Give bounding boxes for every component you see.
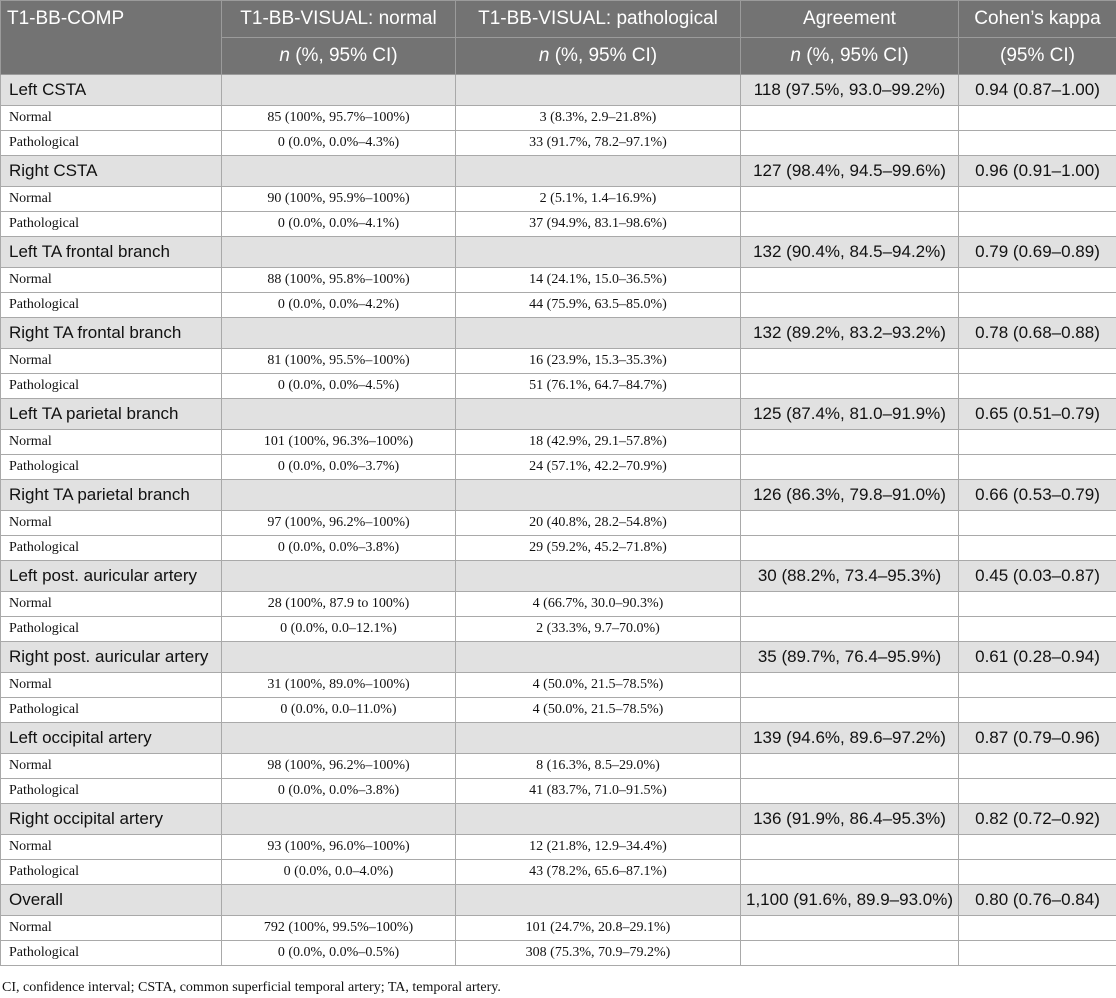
empty-cell	[959, 835, 1116, 860]
kappa-value: 0.65 (0.51–0.79)	[959, 399, 1116, 430]
table-row-group	[1, 237, 1116, 268]
visual-pathological-value: 2 (5.1%, 1.4–16.9%)	[456, 187, 741, 212]
subheader-text: (%, 95% CI)	[800, 45, 909, 66]
empty-cell	[741, 536, 959, 561]
table-row-normal	[1, 916, 1116, 941]
row-label: Normal	[1, 511, 222, 536]
agreement-value: 126 (86.3%, 79.8–91.0%)	[741, 480, 959, 511]
empty-cell	[741, 835, 959, 860]
empty-cell	[222, 75, 456, 106]
row-label: Normal	[1, 673, 222, 698]
visual-normal-value: 31 (100%, 89.0%–100%)	[222, 673, 456, 698]
visual-normal-value: 0 (0.0%, 0.0–4.0%)	[222, 860, 456, 885]
empty-cell	[222, 723, 456, 754]
agreement-value: 136 (91.9%, 86.4–95.3%)	[741, 804, 959, 835]
n-symbol: n	[538, 45, 550, 66]
empty-cell	[741, 131, 959, 156]
row-label: Normal	[1, 268, 222, 293]
table-row-group	[1, 480, 1116, 511]
header-t1-bb-comp: T1-BB-COMP	[1, 1, 222, 75]
visual-pathological-value: 4 (66.7%, 30.0–90.3%)	[456, 592, 741, 617]
empty-cell	[741, 293, 959, 318]
visual-pathological-value: 37 (94.9%, 83.1–98.6%)	[456, 212, 741, 237]
empty-cell	[222, 399, 456, 430]
visual-normal-value: 0 (0.0%, 0.0%–3.7%)	[222, 455, 456, 480]
empty-cell	[959, 536, 1116, 561]
row-label: Normal	[1, 916, 222, 941]
empty-cell	[741, 673, 959, 698]
row-label: Pathological	[1, 779, 222, 804]
subheader-visual-pathological	[456, 38, 741, 75]
agreement-value: 35 (89.7%, 76.4–95.9%)	[741, 642, 959, 673]
table-row-normal	[1, 754, 1116, 779]
visual-normal-value: 28 (100%, 87.9 to 100%)	[222, 592, 456, 617]
kappa-value: 0.96 (0.91–1.00)	[959, 156, 1116, 187]
empty-cell	[959, 698, 1116, 723]
empty-cell	[959, 187, 1116, 212]
empty-cell	[456, 75, 741, 106]
empty-cell	[959, 268, 1116, 293]
table-row-pathological	[1, 698, 1116, 723]
table-row-pathological	[1, 860, 1116, 885]
row-label: Normal	[1, 592, 222, 617]
table-row-normal	[1, 430, 1116, 455]
empty-cell	[741, 106, 959, 131]
empty-cell	[456, 642, 741, 673]
visual-normal-value: 81 (100%, 95.5%–100%)	[222, 349, 456, 374]
visual-normal-value: 0 (0.0%, 0.0%–4.1%)	[222, 212, 456, 237]
header-visual-normal: T1-BB-VISUAL: normal	[222, 1, 456, 38]
empty-cell	[959, 374, 1116, 399]
table-row-normal	[1, 349, 1116, 374]
table-row-pathological	[1, 617, 1116, 642]
visual-pathological-value: 18 (42.9%, 29.1–57.8%)	[456, 430, 741, 455]
empty-cell	[741, 698, 959, 723]
artery-label: Right post. auricular artery	[1, 642, 222, 673]
table-row-group	[1, 885, 1116, 916]
row-label: Normal	[1, 835, 222, 860]
visual-pathological-value: 4 (50.0%, 21.5–78.5%)	[456, 673, 741, 698]
table-row-pathological	[1, 293, 1116, 318]
empty-cell	[959, 779, 1116, 804]
kappa-value: 0.45 (0.03–0.87)	[959, 561, 1116, 592]
visual-normal-value: 97 (100%, 96.2%–100%)	[222, 511, 456, 536]
kappa-value: 0.66 (0.53–0.79)	[959, 480, 1116, 511]
subheader-agreement	[741, 38, 959, 75]
visual-pathological-value: 41 (83.7%, 71.0–91.5%)	[456, 779, 741, 804]
table-row-group	[1, 318, 1116, 349]
empty-cell	[456, 399, 741, 430]
subheader-text: (%, 95% CI)	[549, 45, 658, 66]
table-header	[1, 1, 1116, 75]
header-cohens-kappa: Cohen’s kappa	[959, 1, 1116, 38]
empty-cell	[959, 754, 1116, 779]
subheader-kappa: (95% CI)	[959, 38, 1116, 75]
empty-cell	[741, 430, 959, 455]
table-row-group	[1, 804, 1116, 835]
visual-normal-value: 93 (100%, 96.0%–100%)	[222, 835, 456, 860]
empty-cell	[959, 455, 1116, 480]
visual-normal-value: 0 (0.0%, 0.0%–4.5%)	[222, 374, 456, 399]
visual-pathological-value: 43 (78.2%, 65.6–87.1%)	[456, 860, 741, 885]
artery-label: Left CSTA	[1, 75, 222, 106]
agreement-value: 139 (94.6%, 89.6–97.2%)	[741, 723, 959, 754]
row-label: Pathological	[1, 212, 222, 237]
table-row-group	[1, 156, 1116, 187]
visual-normal-value: 85 (100%, 95.7%–100%)	[222, 106, 456, 131]
empty-cell	[456, 561, 741, 592]
visual-pathological-value: 16 (23.9%, 15.3–35.3%)	[456, 349, 741, 374]
visual-normal-value: 0 (0.0%, 0.0%–4.3%)	[222, 131, 456, 156]
empty-cell	[741, 779, 959, 804]
table-row-pathological	[1, 779, 1116, 804]
empty-cell	[741, 916, 959, 941]
agreement-value: 127 (98.4%, 94.5–99.6%)	[741, 156, 959, 187]
artery-label: Right CSTA	[1, 156, 222, 187]
empty-cell	[741, 212, 959, 237]
table-row-pathological	[1, 212, 1116, 237]
empty-cell	[959, 212, 1116, 237]
artery-label: Left TA parietal branch	[1, 399, 222, 430]
row-label: Pathological	[1, 374, 222, 399]
visual-pathological-value: 12 (21.8%, 12.9–34.4%)	[456, 835, 741, 860]
empty-cell	[456, 156, 741, 187]
empty-cell	[959, 941, 1116, 966]
kappa-value: 0.80 (0.76–0.84)	[959, 885, 1116, 916]
visual-pathological-value: 8 (16.3%, 8.5–29.0%)	[456, 754, 741, 779]
visual-normal-value: 792 (100%, 99.5%–100%)	[222, 916, 456, 941]
empty-cell	[959, 916, 1116, 941]
agreement-value: 132 (89.2%, 83.2–93.2%)	[741, 318, 959, 349]
kappa-value: 0.82 (0.72–0.92)	[959, 804, 1116, 835]
visual-normal-value: 0 (0.0%, 0.0–11.0%)	[222, 698, 456, 723]
table-row-normal	[1, 268, 1116, 293]
visual-normal-value: 0 (0.0%, 0.0%–3.8%)	[222, 779, 456, 804]
artery-label: Overall	[1, 885, 222, 916]
table-row-normal	[1, 673, 1116, 698]
kappa-value: 0.94 (0.87–1.00)	[959, 75, 1116, 106]
row-label: Normal	[1, 349, 222, 374]
subheader-text: (%, 95% CI)	[289, 45, 398, 66]
visual-pathological-value: 33 (91.7%, 78.2–97.1%)	[456, 131, 741, 156]
artery-label: Left occipital artery	[1, 723, 222, 754]
empty-cell	[741, 349, 959, 374]
kappa-value: 0.78 (0.68–0.88)	[959, 318, 1116, 349]
visual-normal-value: 0 (0.0%, 0.0%–3.8%)	[222, 536, 456, 561]
row-label: Normal	[1, 187, 222, 212]
artery-label: Left post. auricular artery	[1, 561, 222, 592]
table-row-normal	[1, 106, 1116, 131]
row-label: Pathological	[1, 131, 222, 156]
table-row-pathological	[1, 536, 1116, 561]
visual-normal-value: 101 (100%, 96.3%–100%)	[222, 430, 456, 455]
table-row-group	[1, 75, 1116, 106]
visual-normal-value: 88 (100%, 95.8%–100%)	[222, 268, 456, 293]
table-row-group	[1, 642, 1116, 673]
empty-cell	[222, 318, 456, 349]
artery-label: Right occipital artery	[1, 804, 222, 835]
header-visual-pathological: T1-BB-VISUAL: pathological	[456, 1, 741, 38]
empty-cell	[959, 860, 1116, 885]
agreement-value: 1,100 (91.6%, 89.9–93.0%)	[741, 885, 959, 916]
empty-cell	[959, 293, 1116, 318]
table-row-pathological	[1, 374, 1116, 399]
agreement-value: 125 (87.4%, 81.0–91.9%)	[741, 399, 959, 430]
empty-cell	[741, 268, 959, 293]
empty-cell	[741, 754, 959, 779]
table-row-normal	[1, 187, 1116, 212]
subheader-visual-normal	[222, 38, 456, 75]
visual-pathological-value: 4 (50.0%, 21.5–78.5%)	[456, 698, 741, 723]
table-row-pathological	[1, 941, 1116, 966]
empty-cell	[959, 349, 1116, 374]
empty-cell	[222, 156, 456, 187]
row-label: Normal	[1, 430, 222, 455]
empty-cell	[959, 592, 1116, 617]
kappa-value: 0.87 (0.79–0.96)	[959, 723, 1116, 754]
empty-cell	[741, 592, 959, 617]
table-row-normal	[1, 835, 1116, 860]
visual-normal-value: 0 (0.0%, 0.0%–0.5%)	[222, 941, 456, 966]
row-label: Pathological	[1, 617, 222, 642]
visual-pathological-value: 29 (59.2%, 45.2–71.8%)	[456, 536, 741, 561]
empty-cell	[222, 480, 456, 511]
row-label: Normal	[1, 754, 222, 779]
visual-pathological-value: 14 (24.1%, 15.0–36.5%)	[456, 268, 741, 293]
visual-pathological-value: 3 (8.3%, 2.9–21.8%)	[456, 106, 741, 131]
empty-cell	[456, 237, 741, 268]
empty-cell	[456, 885, 741, 916]
empty-cell	[959, 106, 1116, 131]
empty-cell	[741, 860, 959, 885]
visual-normal-value: 0 (0.0%, 0.0%–4.2%)	[222, 293, 456, 318]
empty-cell	[456, 804, 741, 835]
table-body	[1, 75, 1116, 966]
empty-cell	[741, 374, 959, 399]
visual-pathological-value: 44 (75.9%, 63.5–85.0%)	[456, 293, 741, 318]
table-row-group	[1, 723, 1116, 754]
empty-cell	[222, 804, 456, 835]
row-label: Pathological	[1, 941, 222, 966]
row-label: Normal	[1, 106, 222, 131]
empty-cell	[456, 480, 741, 511]
table-row-pathological	[1, 131, 1116, 156]
empty-cell	[959, 131, 1116, 156]
row-label: Pathological	[1, 698, 222, 723]
row-label: Pathological	[1, 860, 222, 885]
artery-label: Left TA frontal branch	[1, 237, 222, 268]
row-label: Pathological	[1, 293, 222, 318]
empty-cell	[222, 237, 456, 268]
table-row-group	[1, 561, 1116, 592]
empty-cell	[959, 430, 1116, 455]
table-footnote: CI, confidence interval; CSTA, common superficial temporal artery; TA, temporal artery.	[2, 980, 501, 995]
agreement-value: 30 (88.2%, 73.4–95.3%)	[741, 561, 959, 592]
visual-pathological-value: 24 (57.1%, 42.2–70.9%)	[456, 455, 741, 480]
empty-cell	[741, 941, 959, 966]
visual-pathological-value: 20 (40.8%, 28.2–54.8%)	[456, 511, 741, 536]
visual-pathological-value: 308 (75.3%, 70.9–79.2%)	[456, 941, 741, 966]
agreement-value: 118 (97.5%, 93.0–99.2%)	[741, 75, 959, 106]
artery-label: Right TA frontal branch	[1, 318, 222, 349]
kappa-value: 0.79 (0.69–0.89)	[959, 237, 1116, 268]
kappa-value: 0.61 (0.28–0.94)	[959, 642, 1116, 673]
n-symbol: n	[279, 45, 290, 66]
empty-cell	[959, 511, 1116, 536]
visual-normal-value: 90 (100%, 95.9%–100%)	[222, 187, 456, 212]
empty-cell	[222, 885, 456, 916]
empty-cell	[456, 723, 741, 754]
n-symbol: n	[790, 45, 801, 66]
empty-cell	[456, 318, 741, 349]
agreement-value: 132 (90.4%, 84.5–94.2%)	[741, 237, 959, 268]
empty-cell	[741, 617, 959, 642]
row-label: Pathological	[1, 455, 222, 480]
visual-normal-value: 98 (100%, 96.2%–100%)	[222, 754, 456, 779]
artery-label: Right TA parietal branch	[1, 480, 222, 511]
empty-cell	[741, 455, 959, 480]
table-row-group	[1, 399, 1116, 430]
row-label: Pathological	[1, 536, 222, 561]
empty-cell	[741, 511, 959, 536]
table-row-pathological	[1, 455, 1116, 480]
header-agreement: Agreement	[741, 1, 959, 38]
visual-pathological-value: 51 (76.1%, 64.7–84.7%)	[456, 374, 741, 399]
empty-cell	[741, 187, 959, 212]
empty-cell	[222, 561, 456, 592]
visual-normal-value: 0 (0.0%, 0.0–12.1%)	[222, 617, 456, 642]
visual-pathological-value: 2 (33.3%, 9.7–70.0%)	[456, 617, 741, 642]
visual-pathological-value: 101 (24.7%, 20.8–29.1%)	[456, 916, 741, 941]
table-row-normal	[1, 592, 1116, 617]
empty-cell	[959, 617, 1116, 642]
table-row-normal	[1, 511, 1116, 536]
empty-cell	[222, 642, 456, 673]
empty-cell	[959, 673, 1116, 698]
